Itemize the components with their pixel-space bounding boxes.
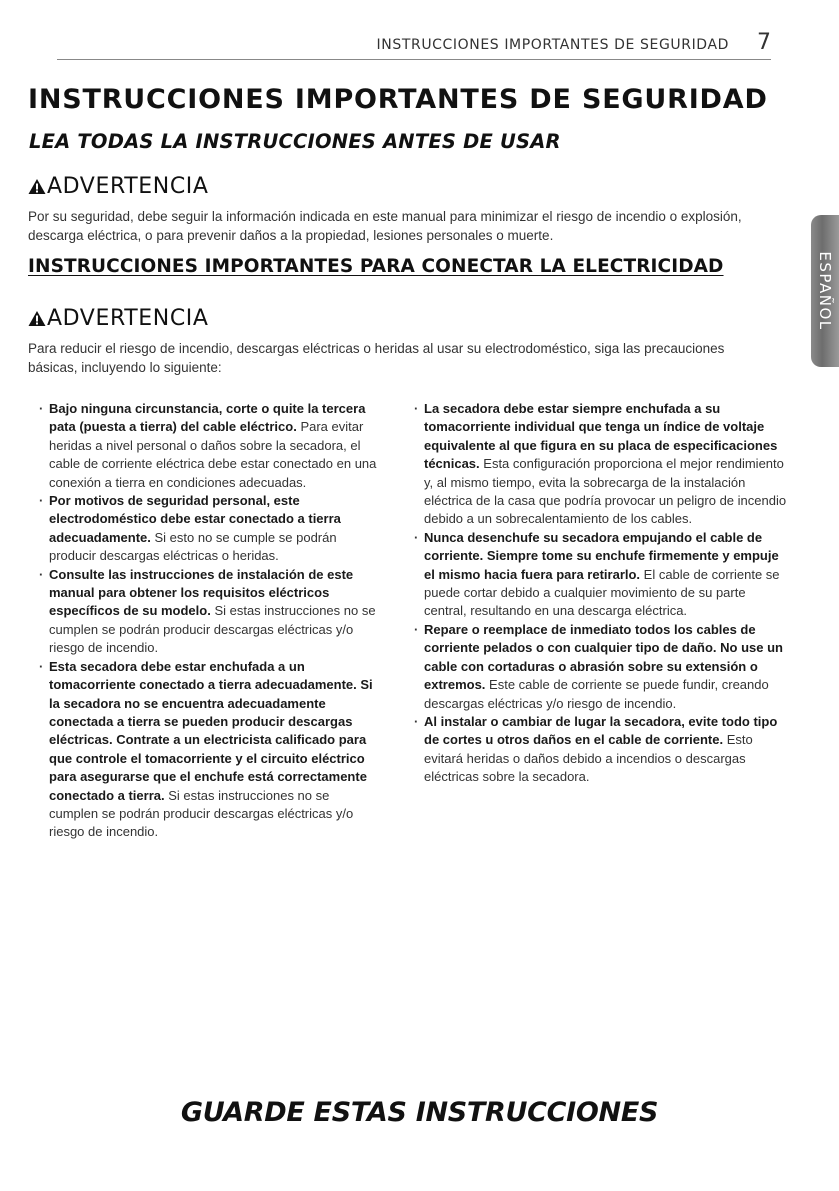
list-item: · Por motivos de seguridad personal, este electrodoméstico debe estar conectado a tierra adecuadamente. Si esto no se cumple se podrán producir descargas eléctricas o heridas. — [37, 492, 382, 566]
list-item: · Repare o reemplace de inmediato todos los cables de corriente pelados o con cualquier tipo de daño. No use un cable con cortaduras o abrasión sobre su extensión o extremos. Este cable de corriente se puede fundir, creando descargas eléctricas y/o riesgo de incendio. — [412, 621, 790, 713]
list-item: · Consulte las instrucciones de instalación de este manual para obtener los requisitos eléctricos específicos de su modelo. Si estas instrucciones no se cumplen se podrán producir descargas eléctricas y/o riesgo de incendio. — [37, 566, 382, 658]
list-item: · Esta secadora debe estar enchufada a un tomacorriente conectado a tierra adecuadamente. Si la secadora no se encuentra adecuadamente conectada a tierra se pueden producir descargas eléctricas. Contrate a un electricista calificado para que controle el tomacorriente y el circuito eléctrico para asegurarse que el enchufe está correctamente conectado a tierra. Si estas instrucciones no se cumplen se podrán producir descargas eléctricas y/o riesgo de incendio. — [37, 658, 382, 842]
sub-title: LEA TODAS LA INSTRUCCIONES ANTES DE USAR — [29, 130, 561, 153]
list-item: · Al instalar o cambiar de lugar la secadora, evite todo tipo de cortes u otros daños en el cable de corriente. Esto evitará heridas o daños debido a incendios o descargas eléctricas sobre la secadora. — [412, 713, 790, 787]
warning-label-1: ADVERTENCIA — [47, 174, 209, 199]
page-number: 7 — [757, 30, 771, 55]
warning-text-1: Por su seguridad, debe seguir la información indicada en este manual para minimizar el riesgo de incendio o explosión, descarga eléctrica, o para prevenir daños a la propiedad, lesiones personales o muerte. — [28, 209, 742, 243]
warning-heading-2 — [28, 306, 209, 331]
warning-icon — [28, 178, 46, 195]
list-item: · Nunca desenchufe su secadora empujando el cable de corriente. Siempre tome su enchufe firmemente y empuje el mismo hacia fuera para retirarlo. El cable de corriente se puede cortar debido a cualquier movimiento de su parte central, resultando en una descarga eléctrica. — [412, 529, 790, 621]
warning-icon — [28, 310, 46, 327]
list-item: · Bajo ninguna circunstancia, corte o quite la tercera pata (puesta a tierra) del cable eléctrico. Para evitar heridas a nivel personal o daños sobre la secadora, el cable de corriente eléctrica debe estar conectado en una conexión a tierra en condiciones adecuadas. — [37, 400, 382, 492]
header-title: INSTRUCCIONES IMPORTANTES DE SEGURIDAD — [376, 37, 729, 53]
footer-title: GUARDE ESTAS INSTRUCCIONES — [180, 1097, 659, 1128]
main-title: INSTRUCCIONES IMPORTANTES DE SEGURIDAD — [28, 84, 768, 115]
warning-heading-1 — [28, 174, 209, 199]
bullets-right — [412, 400, 790, 787]
language-tab — [811, 215, 839, 367]
language-tab-label: ESPAÑOL — [816, 251, 834, 331]
page-header — [57, 30, 771, 60]
section-heading: INSTRUCCIONES IMPORTANTES PARA CONECTAR LA ELECTRICIDAD — [28, 256, 724, 277]
bullets-left — [37, 400, 382, 842]
warning-text-2: Para reducir el riesgo de incendio, descargas eléctricas o heridas al usar su electrodoméstico, siga las precauciones básicas, incluyendo lo siguiente: — [28, 341, 725, 375]
list-item: · La secadora debe estar siempre enchufada a su tomacorriente individual que tenga un índice de voltaje equivalente al que figura en su placa de especificaciones técnicas. Esta configuración proporciona el mejor rendimiento y, al mismo tiempo, evita la sobrecarga de la instalación eléctrica de la casa que podría provocar un peligro de incendio debido a un sobrecalentamiento de los cables. — [412, 400, 790, 529]
warning-label-2: ADVERTENCIA — [47, 306, 209, 331]
